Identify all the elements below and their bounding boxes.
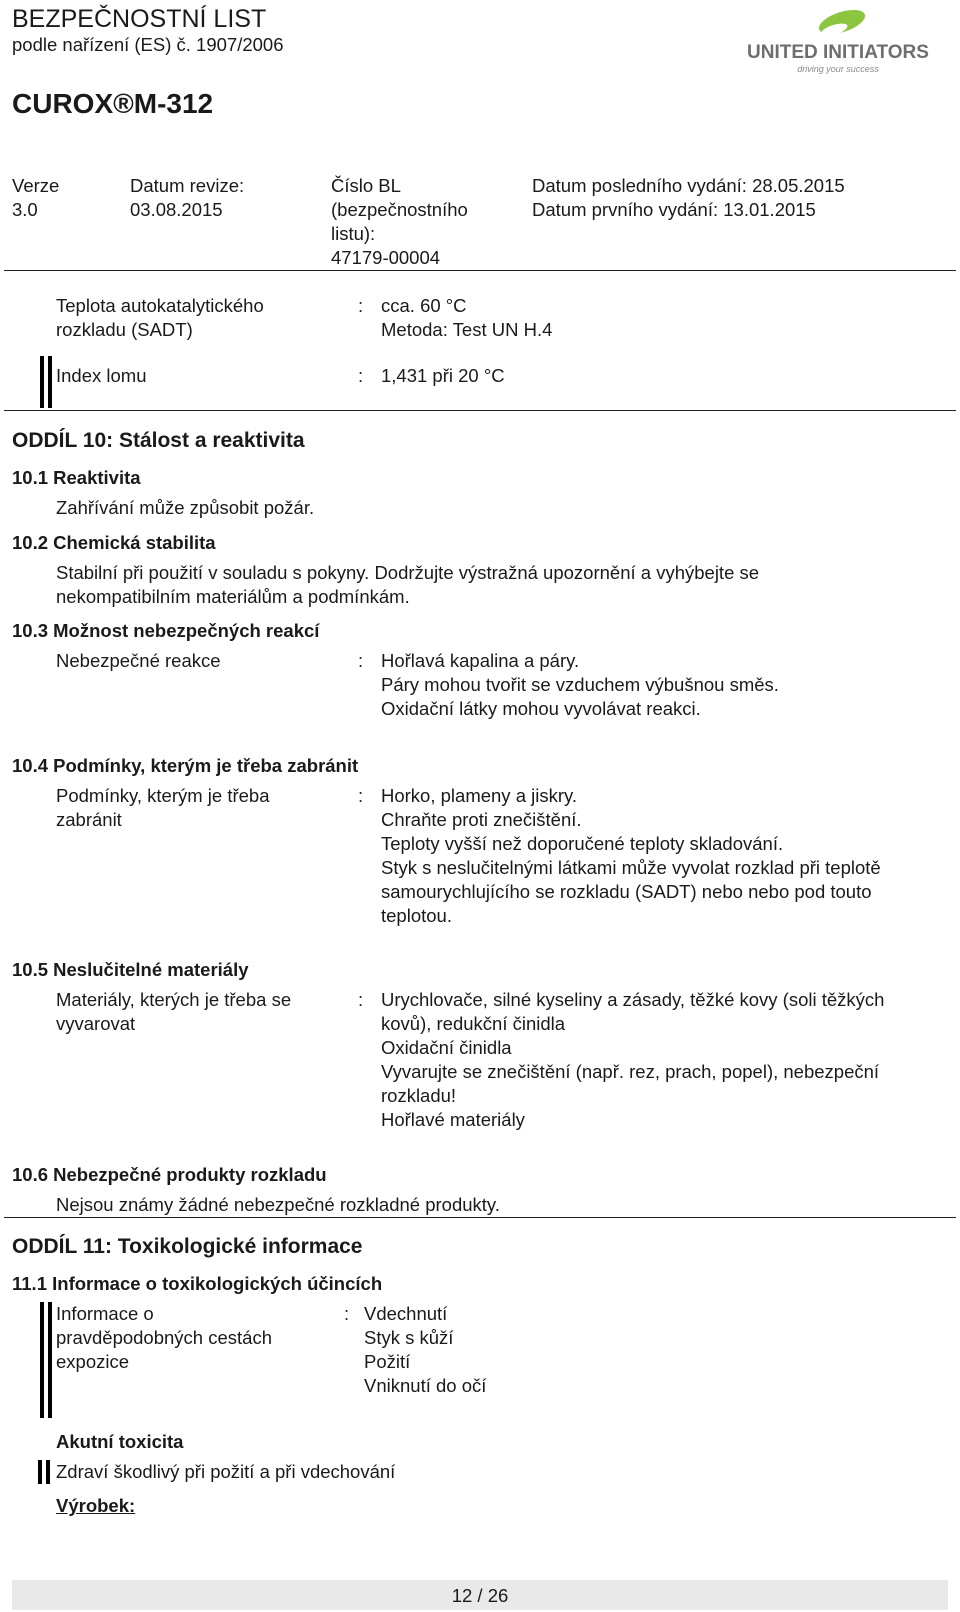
conditions-to-avoid-label: [56, 784, 270, 832]
subsection-10-2-line-2: nekompatibilním materiálům a podmínkám.: [56, 586, 410, 607]
issue-dates-block: [532, 174, 845, 222]
section-11-title: ODDÍL 11: Toxikologické informace: [12, 1235, 363, 1258]
revision-bar: [48, 1302, 52, 1418]
hazardous-reactions-colon: :: [358, 650, 364, 671]
sds-value: 47179-00004: [331, 247, 441, 268]
company-logo: [738, 6, 938, 78]
hazardous-reactions-values: [381, 649, 779, 721]
last-issue-date: Datum posledního vydání: 28.05.2015: [532, 175, 845, 196]
refractive-index-value: 1,431 při 20 °C: [381, 365, 505, 386]
exposure-routes-colon: :: [344, 1303, 350, 1324]
list-item: rozkladu!: [381, 1085, 457, 1106]
section-divider: [4, 1217, 956, 1218]
subsection-10-4-title: 10.4 Podmínky, kterým je třeba zabránit: [12, 755, 359, 776]
list-item: Urychlovače, silné kyseliny a zásady, těžké kovy (soli těžkých: [381, 989, 885, 1010]
sadt-label: [56, 294, 264, 342]
revision-bar: [40, 356, 44, 408]
sds-number-block: [331, 174, 468, 270]
first-issue-date: Datum prvního vydání: 13.01.2015: [532, 199, 816, 220]
version-label: Verze: [12, 175, 60, 196]
subsection-10-3-title: 10.3 Možnost nebezpečných reakcí: [12, 620, 320, 641]
list-item: Horko, plameny a jiskry.: [381, 785, 578, 806]
header-divider: [4, 270, 956, 271]
doc-type-title: BEZPEČNOSTNÍ LIST: [12, 5, 267, 33]
sadt-value-line-1: cca. 60 °C: [381, 295, 467, 316]
list-item: Hořlavá kapalina a páry.: [381, 650, 580, 671]
subsection-10-2-title: 10.2 Chemická stabilita: [12, 532, 216, 553]
list-item: Styk s neslučitelnými látkami může vyvolat rozklad při teplotě: [381, 857, 881, 878]
product-name: CUROX®M-312: [12, 88, 214, 119]
subsection-10-6-text: Nejsou známy žádné nebezpečné rozkladné produkty.: [56, 1194, 500, 1215]
subsection-10-1-title: 10.1 Reaktivita: [12, 467, 141, 488]
version-block: [12, 174, 59, 222]
subsection-10-2-line-1: Stabilní při použití v souladu s pokyny. Dodržujte výstražná upozornění a vyhýbejte se: [56, 562, 760, 583]
list-item: Požití: [364, 1351, 411, 1372]
conditions-to-avoid-values: [381, 784, 881, 928]
list-item: Styk s kůží: [364, 1327, 454, 1348]
sds-label-2: (bezpečnostního: [331, 199, 468, 220]
subsection-11-1-title: 11.1 Informace o toxikologických účincích: [12, 1273, 383, 1294]
list-item: samourychlujícího se rozkladu (SADT) nebo nebo pod touto: [381, 881, 872, 902]
incompatible-materials-values: [381, 988, 884, 1132]
sadt-label-line-1: Teplota autokatalytického: [56, 295, 264, 316]
subsection-10-2-text: [56, 561, 759, 609]
revision-bar: [40, 1302, 44, 1418]
revision-block: [130, 174, 244, 222]
list-item: Vdechnutí: [364, 1303, 448, 1324]
sadt-colon: :: [358, 295, 364, 316]
version-value: 3.0: [12, 199, 38, 220]
page-number: 12 / 26: [451, 1585, 509, 1606]
subsection-10-1-text: Zahřívání může způsobit požár.: [56, 497, 315, 518]
subsection-10-6-title: 10.6 Nebezpečné produkty rozkladu: [12, 1164, 327, 1185]
revision-value: 03.08.2015: [130, 199, 223, 220]
product-subheading: Výrobek:: [56, 1495, 136, 1516]
incompatible-materials-label: [56, 988, 291, 1036]
list-item: Oxidační činidla: [381, 1037, 512, 1058]
acute-toxicity-text: Zdraví škodlivý při požití a při vdechování: [56, 1461, 396, 1482]
list-item: Chraňte proti znečištění.: [381, 809, 582, 830]
list-item: Vyvarujte se znečištění (např. rez, prach, popel), nebezpeční: [381, 1061, 880, 1082]
logo-leaf-icon: [738, 6, 938, 78]
list-item: teplotou.: [381, 905, 452, 926]
logo-text: UNITED INITIATORS: [747, 42, 929, 63]
materials-label-line-2: vyvarovat: [56, 1013, 136, 1034]
conditions-to-avoid-colon: :: [358, 785, 364, 806]
revision-bar: [46, 1460, 50, 1484]
list-item: Oxidační látky mohou vyvolávat reakci.: [381, 698, 701, 719]
exposure-routes-label: [56, 1302, 272, 1374]
revision-bar: [48, 356, 52, 408]
materials-label-line-1: Materiály, kterých je třeba se: [56, 989, 292, 1010]
logo-tagline: driving your success: [797, 64, 879, 74]
hazardous-reactions-label: Nebezpečné reakce: [56, 650, 221, 671]
list-item: Teploty vyšší než doporučené teploty skladování.: [381, 833, 784, 854]
section-divider: [4, 410, 956, 411]
section-10-title: ODDÍL 10: Stálost a reaktivita: [12, 429, 305, 452]
sds-label-1: Číslo BL: [331, 175, 401, 196]
list-item: Páry mohou tvořit se vzduchem výbušnou směs.: [381, 674, 779, 695]
exposure-label-line: expozice: [56, 1351, 130, 1372]
regulation-subtitle: podle nařízení (ES) č. 1907/2006: [12, 34, 284, 55]
refractive-index-label: Index lomu: [56, 365, 147, 386]
sds-label-3: listu):: [331, 223, 376, 244]
incompatible-materials-colon: :: [358, 989, 364, 1010]
subsection-10-5-title: 10.5 Neslučitelné materiály: [12, 959, 249, 980]
sadt-label-line-2: rozkladu (SADT): [56, 319, 193, 340]
revision-label: Datum revize:: [130, 175, 245, 196]
conditions-label-line-2: zabránit: [56, 809, 122, 830]
refractive-index-colon: :: [358, 365, 364, 386]
revision-bar: [38, 1460, 42, 1484]
list-item: Hořlavé materiály: [381, 1109, 525, 1130]
exposure-label-line: Informace o: [56, 1303, 154, 1324]
list-item: kovů), redukční činidla: [381, 1013, 566, 1034]
acute-toxicity-title: Akutní toxicita: [56, 1431, 184, 1452]
conditions-label-line-1: Podmínky, kterým je třeba: [56, 785, 270, 806]
sadt-value: [381, 294, 552, 342]
exposure-label-line: pravděpodobných cestách: [56, 1327, 272, 1348]
list-item: Vniknutí do očí: [364, 1375, 487, 1396]
exposure-routes-values: [364, 1302, 486, 1398]
sadt-value-line-2: Metoda: Test UN H.4: [381, 319, 553, 340]
